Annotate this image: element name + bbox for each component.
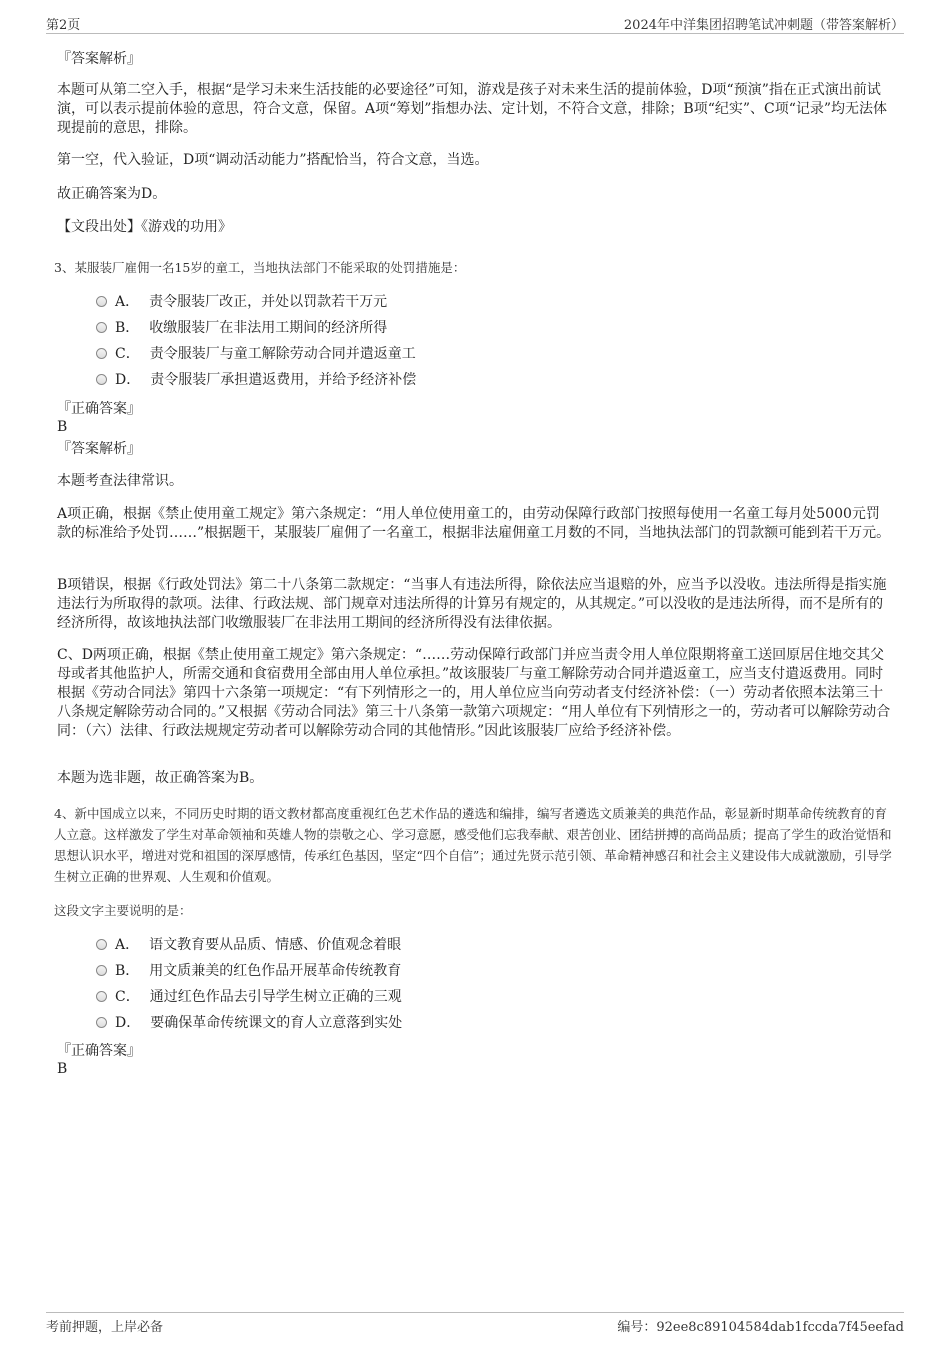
- radio-icon[interactable]: [96, 991, 107, 1002]
- analysis-paragraph: 本题考查法律常识。: [57, 473, 183, 489]
- option-text: 语文教育要从品质、情感、价值观念着眼: [149, 937, 402, 953]
- analysis-paragraph: 故正确答案为D。: [57, 186, 167, 202]
- question-prompt: 这段文字主要说明的是：: [54, 903, 192, 918]
- page-footer: [46, 1312, 904, 1334]
- radio-icon[interactable]: [96, 374, 107, 385]
- footer-slogan: 考前押题，上岸必备: [46, 1320, 164, 1335]
- option-key: C．: [115, 346, 140, 362]
- correct-answer-label: 『正确答案』: [57, 401, 141, 417]
- correct-answer-label: 『正确答案』: [57, 1043, 141, 1059]
- option-text: 收缴服装厂在非法用工期间的经济所得: [149, 320, 388, 336]
- analysis-paragraph: 本题可从第二空入手，根据“是学习未来生活技能的必要途径”可知，游戏是孩子对未来生活的提前体验，D项“预演”指在正式演出前试演，可以表示提前体验的意思，符合文意，保留。A项“筹划”指想办法、定计划，不符合文意，排除；B项“纪实”、C项“记录”均无法体现提前的意思，排除。: [57, 82, 888, 136]
- option-key: A．: [115, 294, 140, 310]
- question-stem: 4、新中国成立以来，不同历史时期的语文教材都高度重视红色艺术作品的遴选和编排，编写者遴选文质兼美的典范作品，彰显新时期革命传统教育的育人立意。这样激发了学生对革命领袖和英雄人物的崇敬之心、学习意愿，感受他们忘我奉献、艰苦创业、团结拼搏的高尚品质；提高了学生的政治觉悟和思想认识水平，增进对党和祖国的深厚感情，传承红色基因，坚定“四个自信”；通过先贤示范引领、革命精神感召和社会主义建设伟大成就激励，引导学生树立正确的世界观、人生观和价值观。: [54, 806, 892, 884]
- radio-icon[interactable]: [96, 348, 107, 359]
- analysis-paragraph: A项正确，根据《禁止使用童工规定》第六条规定：“用人单位使用童工的，由劳动保障行政部门按照每使用一名童工每月处5000元罚款的标准给予处罚……”根据题干，某服装厂雇佣了一名童工，根据非法雇佣童工月数的不同，当地执法部门的罚款额可能到若干万元。: [57, 506, 891, 541]
- analysis-paragraph: B项错误，根据《行政处罚法》第二十八条第二款规定：“当事人有违法所得，除依法应当退赔的外，应当予以没收。违法所得是指实施违法行为所取得的款项。法律、行政法规、部门规章对违法所得的计算另有规定的，从其规定。”可以没收的是违法所得，而不是所有的经济所得，故该地执法部门收缴服装厂在非法用工期间的经济所得没有法律依据。: [57, 577, 887, 631]
- analysis-paragraph: 本题为选非题，故正确答案为B。: [57, 770, 264, 786]
- document-id: 编号：92ee8c89104584dab1fccda7f45eefad: [617, 1320, 904, 1335]
- radio-icon[interactable]: [96, 322, 107, 333]
- option-key: C．: [115, 989, 140, 1005]
- option-text: 责令服装厂与童工解除劳动合同并遣返童工: [149, 346, 416, 362]
- document-title: 2024年中洋集团招聘笔试冲刺题（带答案解析）: [623, 18, 904, 33]
- question-stem: 3、某服装厂雇佣一名15岁的童工，当地执法部门不能采取的处罚措施是：: [54, 260, 466, 275]
- page-header: [46, 12, 904, 34]
- answer-analysis-label: 『答案解析』: [57, 441, 141, 457]
- option-text: 责令服装厂改正，并处以罚款若干万元: [149, 294, 388, 310]
- option-d[interactable]: [96, 1012, 402, 1032]
- analysis-paragraph: C、D两项正确，根据《禁止使用童工规定》第六条规定：“……劳动保障行政部门并应当责令用人单位限期将童工送回原居住地交其父母或者其他监护人，所需交通和食宿费用全部由用人单位承担。”故该服装厂与童工解除劳动合同并遣返童工，应当支付遣返费用。同时根据《劳动合同法》第四十六条第一项规定：“有下列情形之一的，用人单位应当向劳动者支付经济补偿：（一）劳动者依照本法第三十八条规定解除劳动合同的。”又根据《劳动合同法》第三十八条第一款第六项规定：“用人单位有下列情形之一的，劳动者可以解除劳动合同：（六）法律、行政法规规定劳动者可以解除劳动合同的其他情形。”因此该服装厂应给予经济补偿。: [57, 647, 891, 739]
- option-key: A．: [115, 937, 140, 953]
- correct-answer: B: [57, 1061, 68, 1077]
- answer-analysis-label: 『答案解析』: [57, 51, 141, 67]
- radio-icon[interactable]: [96, 1017, 107, 1028]
- option-key: D．: [115, 372, 141, 388]
- radio-icon[interactable]: [96, 939, 107, 950]
- source-note: 【文段出处】《游戏的功用》: [57, 219, 232, 235]
- option-a[interactable]: [96, 934, 401, 954]
- option-b[interactable]: [96, 317, 387, 337]
- option-text: 责令服装厂承担遣返费用，并给予经济补偿: [150, 372, 417, 388]
- option-key: B．: [115, 963, 140, 979]
- option-a[interactable]: [96, 291, 387, 311]
- option-key: B．: [115, 320, 140, 336]
- page-number: 第2页: [46, 18, 81, 33]
- option-key: D．: [115, 1015, 141, 1031]
- option-c[interactable]: [96, 343, 416, 363]
- option-text: 用文质兼美的红色作品开展革命传统教育: [149, 963, 402, 979]
- correct-answer: B: [57, 419, 68, 435]
- radio-icon[interactable]: [96, 965, 107, 976]
- option-c[interactable]: [96, 986, 402, 1006]
- option-d[interactable]: [96, 369, 416, 389]
- option-text: 通过红色作品去引导学生树立正确的三观: [149, 989, 402, 1005]
- option-text: 要确保革命传统课文的育人立意落到实处: [150, 1015, 403, 1031]
- option-b[interactable]: [96, 960, 401, 980]
- radio-icon[interactable]: [96, 296, 107, 307]
- analysis-paragraph: 第一空，代入验证，D项“调动活动能力”搭配恰当，符合文意，当选。: [57, 152, 489, 168]
